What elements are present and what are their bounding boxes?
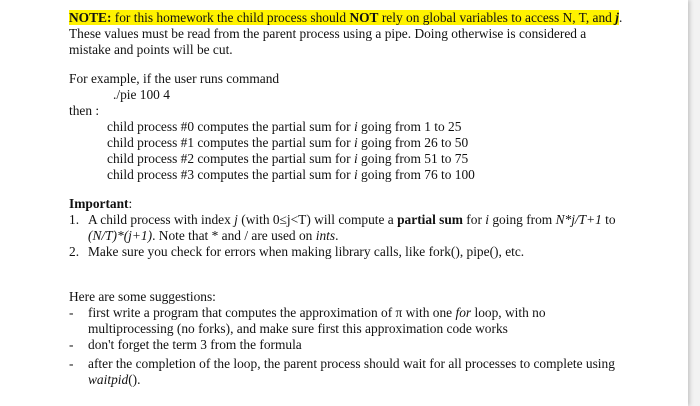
suggestion-2: don't forget the term 3 from the formula — [88, 337, 302, 352]
note-label: NOTE: — [69, 10, 112, 25]
child-line: child process #0 computes the partial sum for i going from 1 to 25 — [107, 119, 462, 134]
note-not: NOT — [349, 10, 379, 25]
example-then: then : — [69, 103, 100, 118]
note-line-3: mistake and points will be cut. — [69, 42, 233, 57]
child-line: child process #3 computes the partial sum for i going from 76 to 100 — [107, 167, 475, 182]
note-line-1: NOTE: for this homework the child process should NOT rely on global variables to access N, T, and j. — [69, 10, 623, 25]
suggestion-1-cont: multiprocessing (no forks), and make sure first this approximation code works — [88, 321, 508, 336]
example-command: ./pie 100 4 — [113, 87, 170, 102]
child-line: child process #2 computes the partial sum for i going from 51 to 75 — [107, 151, 469, 166]
item-number: 1. — [69, 212, 80, 227]
note-line-2: These values must be read from the parent process using a pipe. Doing otherwise is considered a — [69, 26, 587, 41]
dash-bullet: - — [69, 337, 74, 352]
suggestion-3: after the completion of the loop, the parent process should wait for all processes to complete using — [88, 356, 615, 371]
child-line: child process #1 computes the partial sum for i going from 26 to 50 — [107, 135, 469, 150]
dash-bullet: - — [69, 305, 74, 320]
important-item-1: A child process with index j (with 0≤j<T) will compute a partial sum for i going from N*j/T+1 to — [88, 212, 616, 227]
suggestions-heading: Here are some suggestions: — [69, 289, 216, 304]
dash-bullet: - — [69, 356, 74, 371]
important-item-2: Make sure you check for errors when making library calls, like fork(), pipe(), etc. — [88, 244, 525, 259]
item-number: 2. — [69, 244, 80, 259]
suggestion-1: first write a program that computes the approximation of π with one for loop, with no — [88, 305, 546, 320]
important-heading: Important: — [69, 196, 133, 211]
example-intro: For example, if the user runs command — [69, 71, 280, 86]
important-item-1-cont: (N/T)*(j+1). Note that * and / are used on ints. — [88, 228, 339, 243]
suggestion-3-cont: waitpid(). — [88, 372, 141, 387]
